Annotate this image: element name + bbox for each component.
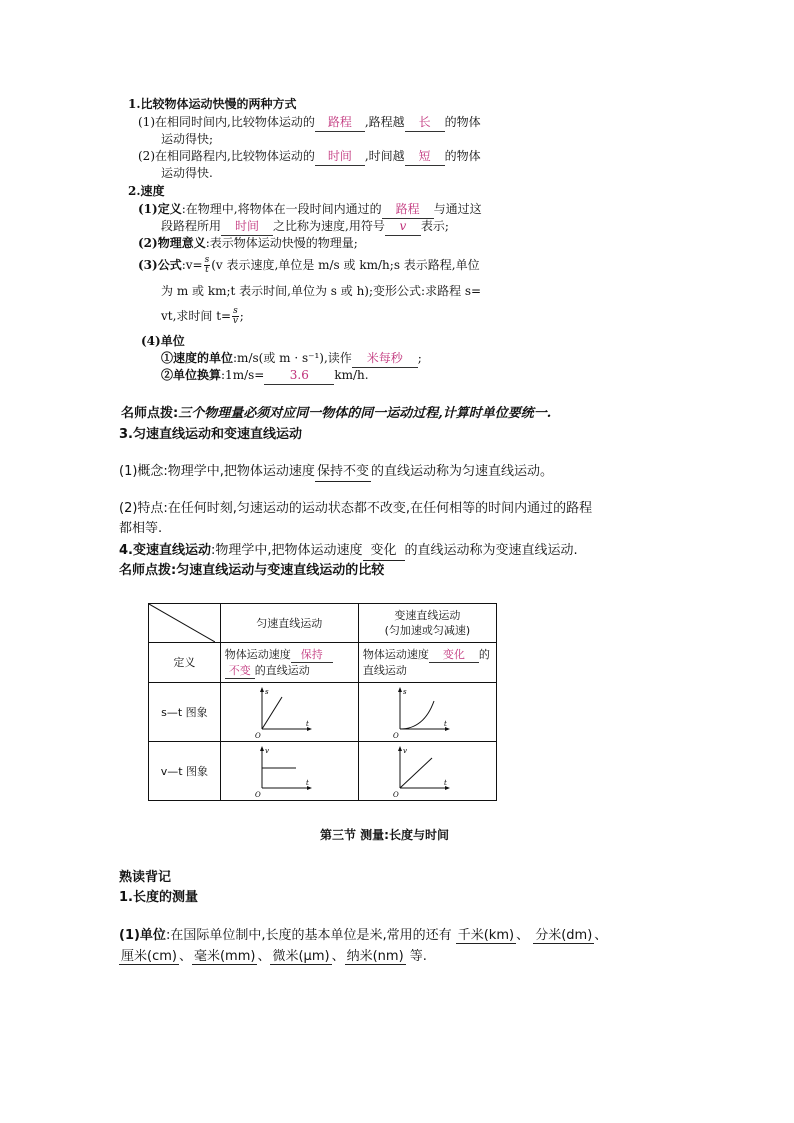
- comparison-table: [148, 603, 497, 801]
- variable-vt-graph: [392, 744, 462, 798]
- concept: (1)概念:物理学中,把物体运动速度 保持不变 的直线运动称为匀速直线运动。: [119, 463, 553, 482]
- answer-blank: 变化: [363, 542, 405, 561]
- answer-blank: 毫米(mm): [192, 945, 257, 965]
- table-row: [149, 683, 497, 742]
- section-title: 2.速度: [128, 184, 165, 198]
- svg-text:t: t: [306, 720, 310, 728]
- table-cell: [220, 742, 358, 801]
- table-cell: [358, 683, 496, 742]
- feature-cont: 都相等.: [119, 521, 163, 536]
- svg-text:s: s: [403, 688, 408, 696]
- svg-text:v: v: [403, 747, 408, 755]
- answer-blank: 微米(μm): [270, 945, 331, 965]
- table-row: [149, 604, 497, 643]
- answer-blank: 纳米(nm): [345, 945, 406, 965]
- svg-text:t: t: [444, 720, 448, 728]
- answer-blank: 厘米(cm): [119, 945, 179, 965]
- table-row: [149, 742, 497, 801]
- fill-blank: 变化: [429, 647, 479, 663]
- answer-blank: 千米(km): [456, 924, 516, 944]
- table-cell: [220, 683, 358, 742]
- fraction: $\frac{s}{t}$: [204, 255, 210, 275]
- fill-blank: 路程: [382, 201, 434, 219]
- svg-text:O: O: [393, 791, 400, 798]
- table-cell: 物体运动速度 保持 不变 的直线运动: [220, 643, 358, 683]
- answer-blank: 保持不变: [315, 463, 371, 482]
- fill-blank: 长: [405, 114, 445, 132]
- units-line-cont: 厘米(cm) 、 毫米(mm) 、 微米(μm) 、 纳米(nm) 等.: [119, 945, 427, 965]
- definition: (1)定义:在物理中,将物体在一段时间内通过的 路程 与通过这: [138, 201, 482, 219]
- row-label: s—t 图象: [149, 683, 221, 742]
- formula-cont-2: vt,求时间 t= $\frac{s}{v}$ ;: [161, 306, 244, 326]
- section-title: 1.比较物体运动快慢的两种方式: [128, 97, 297, 111]
- feature: (2)特点:在任何时刻,匀速运动的运动状态都不改变,在任何相等的时间内通过的路程: [119, 501, 593, 516]
- fill-blank: 3.6: [264, 367, 334, 385]
- corner-cell: [149, 604, 221, 643]
- fill-blank: 保持: [291, 647, 333, 663]
- definition-cont: 段路程所用 时间 之比称为速度,用符号 v 表示;: [161, 218, 449, 236]
- fill-blank: 路程: [315, 114, 365, 132]
- svg-text:O: O: [393, 732, 400, 739]
- table-row: [149, 643, 497, 683]
- unit-title: (4)单位: [141, 334, 185, 348]
- fill-blank: 短: [405, 148, 445, 166]
- answer-blank: 分米(dm): [533, 924, 594, 944]
- fraction: $\frac{s}{v}$: [232, 306, 238, 326]
- meaning: (2)物理意义:表示物体运动快慢的物理量;: [138, 236, 358, 250]
- svg-text:v: v: [265, 747, 270, 755]
- formula: (3)公式:v= $\frac{s}{t}$ (v 表示速度,单位是 m/s 或 km/h;s 表示路程,单位: [138, 255, 480, 275]
- item-1: (1)在相同时间内,比较物体运动的 路程 ,路程越 长 的物体: [138, 114, 481, 132]
- svg-text:O: O: [255, 732, 262, 739]
- formula-cont: 为 m 或 km;t 表示时间,单位为 s 或 h);变形公式:求路程 s=: [161, 284, 482, 298]
- variable-motion: 4.变速直线运动:物理学中,把物体运动速度 变化 的直线运动称为变速直线运动.: [119, 542, 578, 561]
- diagonal-line: [149, 604, 215, 642]
- svg-text:O: O: [255, 791, 262, 798]
- fill-blank: 时间: [315, 148, 365, 166]
- fill-blank: 米每秒: [352, 350, 418, 368]
- unit-2: ②单位换算:1m/s= 3.6 km/h.: [161, 367, 369, 385]
- row-label: 定义: [149, 643, 221, 683]
- item-1-cont: 运动得快;: [161, 132, 214, 146]
- svg-text:t: t: [444, 779, 448, 787]
- units-line: (1)单位:在国际单位制中,长度的基本单位是米,常用的还有 千米(km) 、 分米(dm) 、: [119, 924, 607, 944]
- item-2-cont: 运动得快.: [161, 166, 213, 180]
- col-header: 匀速直线运动: [220, 604, 358, 643]
- variable-st-graph: [392, 685, 462, 739]
- fill-blank: v: [385, 218, 421, 236]
- fill-blank: 时间: [221, 218, 273, 236]
- subsection-title: 1.长度的测量: [119, 890, 198, 905]
- table-cell: 物体运动速度 变化 的 直线运动: [358, 643, 496, 683]
- section-title: 3.匀速直线运动和变速直线运动: [119, 427, 302, 442]
- svg-text:t: t: [306, 779, 310, 787]
- row-label: v—t 图象: [149, 742, 221, 801]
- tip-2: 名师点拨:匀速直线运动与变速直线运动的比较: [119, 563, 385, 578]
- unit-1: ①速度的单位:m/s(或 m · s⁻¹),读作 米每秒 ;: [161, 350, 422, 368]
- section-heading: 第三节 测量:长度与时间: [320, 828, 449, 842]
- fill-blank: 不变: [225, 663, 255, 679]
- uniform-vt-graph: [254, 744, 324, 798]
- table-cell: [358, 742, 496, 801]
- uniform-st-graph: [254, 685, 324, 739]
- subsection-title: 熟读背记: [119, 870, 172, 885]
- item-2: (2)在相同路程内,比较物体运动的 时间 ,时间越 短 的物体: [138, 148, 481, 166]
- col-header: 变速直线运动 (匀加速或匀减速): [358, 604, 496, 643]
- svg-text:s: s: [265, 688, 269, 696]
